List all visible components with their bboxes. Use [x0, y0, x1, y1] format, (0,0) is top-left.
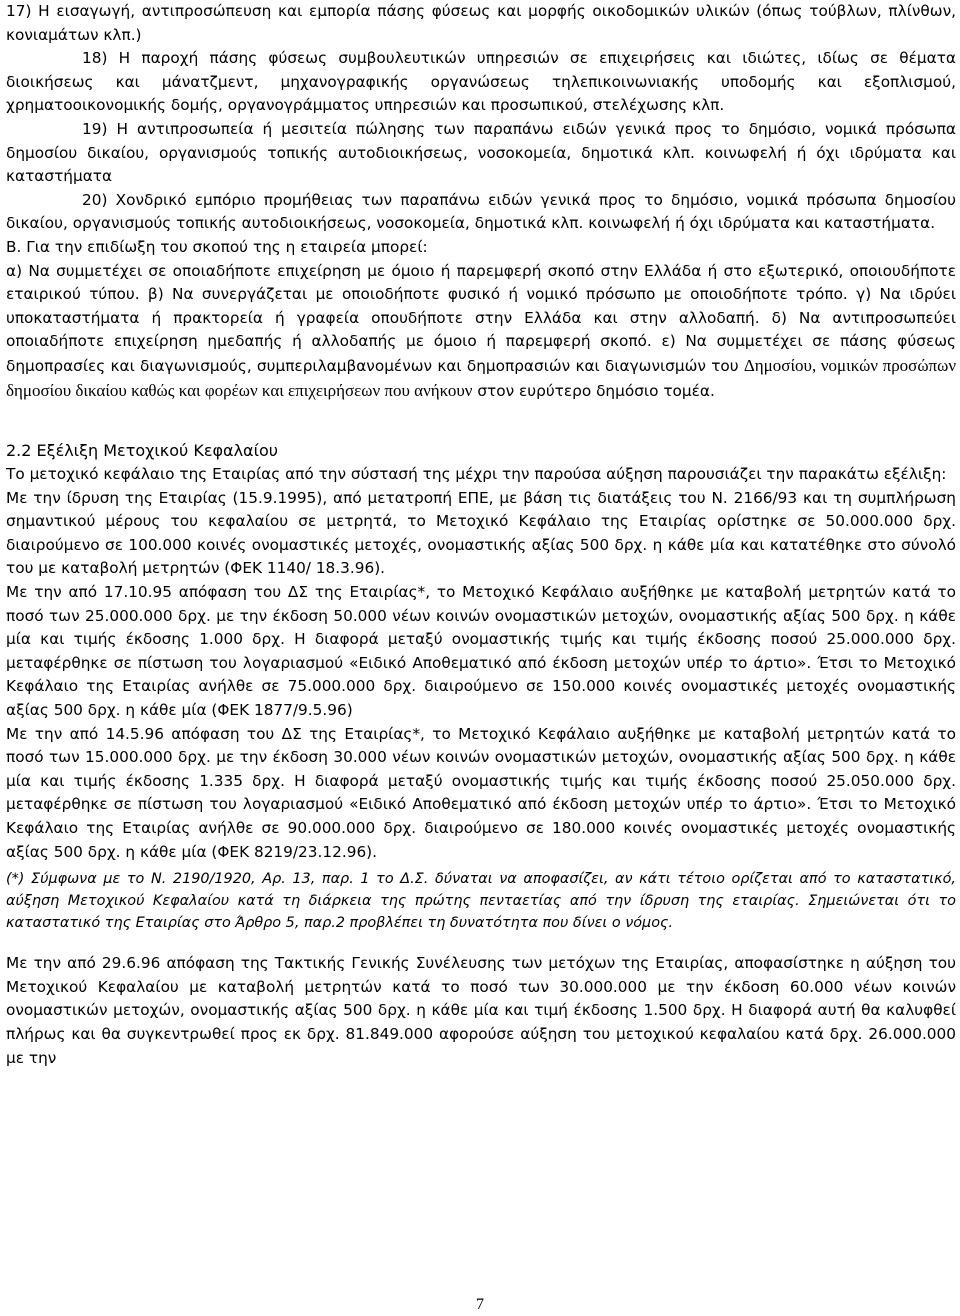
- capital-paragraph-increase-2: Με την από 14.5.96 απόφαση του ΔΣ της Εταιρίας*, το Μετοχικό Κεφάλαιο αυξήθηκε με καταβολή μετρητών κατά το ποσό των 15.000.000 δρχ. με την έκδοση 30.000 νέων κοινών ονομαστικών μετοχών, ονομαστικής αξίας 500 δρχ. η κάθε μία και τιμής έκδοσης 1.335 δρχ. Η διαφορά μεταξύ ονομαστικής τιμής και τιμής έκδοσης ποσού 25.050.000 δρχ. μεταφέρθηκε σε πίστωση του λογαριασμού «Ειδικό Αποθεματικό από έκδοση μετοχών υπέρ το άρτιο». Έτσι το Μετοχικό Κεφάλαιο της Εταιρίας ανήλθε σε 90.000.000 δρχ. διαιρούμενο σε 180.000 κοινές ονομαστικές μετοχές ονομαστικής αξίας 500 δρχ. η κάθε μία (ΦΕΚ 8219/23.12.96).: [6, 724, 956, 861]
- section-b-text-end: στον ευρύτερο δημόσιο τομέα.: [472, 381, 715, 400]
- capital-paragraph-intro: Το μετοχικό κεφάλαιο της Εταιρίας από την σύστασή της μέχρι την παρούσα αύξηση παρουσιάζει την παρακάτω εξέλιξη:: [6, 465, 947, 484]
- item-17: 17) Η εισαγωγή, αντιπροσώπευση και εμπορία πάσης φύσεως και μορφής οικοδομικών υλικών (όπως τούβλων, πλίνθων, κονιαμάτων κλπ.): [6, 2, 956, 44]
- footnote: (*) Σύμφωνα με το Ν. 2190/1920, Αρ. 13, παρ. 1 το Δ.Σ. δύναται να αποφασίζει, αν κάτι τέτοιο ορίζεται από το καταστατικό, αύξηση Μετοχικού Κεφαλαίου κατά τη διάρκεια της πρώτης πενταετίας από την ίδρυση της εταιρίας. Σημειώνεται ότι το καταστατικό της Εταιρίας στο Άρθρο 5, παρ.2 προβλέπει τη δυνατότητα που δίνει ο νόμος.: [6, 871, 956, 932]
- item-18: 18) Η παροχή πάσης φύσεως συμβουλευτικών υπηρεσιών σε επιχειρήσεις και ιδιώτες, ιδίως σε θέματα διοικήσεως και μάνατζμεντ, μηχανογραφικής οργανώσεως τηλεπικοινωνιακής υποδομής και εξοπλισμού, χρηματοοικονομικής δομής, οργανογράμματος υπηρεσιών και προσωπικού, στελέχωσης κλπ.: [6, 49, 956, 115]
- page-number: 7: [476, 1296, 484, 1313]
- section-b-intro: Β. Για την επιδίωξη του σκοπού της η εταιρεία μπορεί:: [6, 237, 428, 256]
- section-b-text-a: α) Να συμμετέχει σε οποιαδήποτε επιχείρηση με όμοιο ή παρεμφερή σκοπό στην Ελλάδα ή στο εξωτερικό, οποιουδήποτε εταιρικού τύπου. β) Να συνεργάζεται με οποιοδήποτε φυσικό ή νομικό πρόσωπο με οποιοδήποτε τρόπο. γ) Να ιδρύει υποκαταστήματα ή πρακτορεία ή γραφεία οπουδήποτε στην Ελλάδα και στην αλλοδαπή. δ) Να αντιπροσωπεύει οποιαδήποτε επιχείρηση ημεδαπής ή αλλοδαπής με όμοιο ή παρεμφερή σκοπό. ε) Να συμμετέχει σε πάσης φύσεως δημοπρασίες και διαγωνισμούς, συμπεριλαμβανομένων και δημοπρασιών και διαγωνισμών του: [6, 261, 956, 375]
- section-b-text: [6, 260, 956, 404]
- item-19: 19) Η αντιπροσωπεία ή μεσιτεία πώλησης των παραπάνω ειδών γενικά προς το δημόσιο, νομικά πρόσωπα δημοσίου δικαίου, οργανισμούς τοπικής αυτοδιοικήσεως, νοσοκομεία, δημοτικά κλπ. κοινωφελή ή όχι ιδρύματα και καταστήματα: [6, 119, 956, 186]
- capital-paragraph-founding: Με την ίδρυση της Εταιρίας (15.9.1995), από μετατροπή ΕΠΕ, με βάση τις διατάξεις του Ν. 2166/93 και τη συμπλήρωση σημαντικού μέρους του κεφαλαίου σε μετρητά, το Μετοχικό Κεφάλαιο της Εταιρίας ορίστηκε σε 50.000.000 δρχ. διαιρούμενο σε 100.000 κοινές ονομαστικές μετοχές, ονομαστικής αξίας 500 δρχ. η κάθε μία και κατατέθηκε στο σύνολό του με καταβολή μετρητών (ΦΕΚ 1140/ 18.3.96).: [6, 488, 956, 578]
- section-b-text-serif: Δημοσίου, νομικών προσώπων δημοσίου δικαίου καθώς και φορέων και επιχειρήσεων που ανήκουν: [6, 355, 956, 400]
- final-paragraph: Με την από 29.6.96 απόφαση της Τακτικής Γενικής Συνέλευσης των μετόχων της Εταιρίας, αποφασίστηκε η αύξηση του Μετοχικού Κεφαλαίου με καταβολή μετρητών κατά το ποσό των 30.000.000 με την έκδοση 60.000 νέων κοινών ονομαστικών μετοχών, ονομαστικής αξίας 500 δρχ. η κάθε μία και τιμή έκδοσης 1.500 δρχ. Η διαφορά αυτή θα καλυφθεί πλήρως και θα συγκεντρωθεί προς εκ δρχ. 81.849.000 αφορούσε αύξηση του μετοχικού κεφαλαίου κατά δρχ. 26.000.000 με την: [6, 954, 956, 1067]
- document-page: [6, 0, 956, 1070]
- item-20: 20) Χονδρικό εμπόριο προμήθειας των παραπάνω ειδών γενικά προς το δημόσιο, νομικά πρόσωπα δημοσίου δικαίου, οργανισμούς τοπικής αυτοδιοικήσεως, νοσοκομεία, δημοτικά κλπ. κοινωφελή ή όχι ιδρύματα και καταστήματα.: [6, 190, 956, 233]
- capital-paragraph-increase-1: Με την από 17.10.95 απόφαση του ΔΣ της Εταιρίας*, το Μετοχικό Κεφάλαιο αυξήθηκε με καταβολή μετρητών κατά το ποσό των 25.000.000 δρχ. με την έκδοση 50.000 νέων κοινών ονομαστικών μετοχών, ονομαστικής αξίας 500 δρχ. η κάθε μία και τιμής έκδοσης 1.000 δρχ. Η διαφορά μεταξύ ονομαστικής τιμής και τιμής έκδοσης ποσού 25.000.000 δρχ. μεταφέρθηκε σε πίστωση του λογαριασμού «Ειδικό Αποθεματικό από έκδοση μετοχών υπέρ το άρτιο». Έτσι το Μετοχικό Κεφάλαιο της Εταιρίας ανήλθε σε 75.000.000 δρχ. διαιρούμενο σε 150.000 κοινές ονομαστικές μετοχές ονομαστικής αξίας 500 δρχ. η κάθε μία (ΦΕΚ 1877/9.5.96): [6, 583, 956, 720]
- section-heading: 2.2 Εξέλιξη Μετοχικού Κεφαλαίου: [6, 441, 279, 461]
